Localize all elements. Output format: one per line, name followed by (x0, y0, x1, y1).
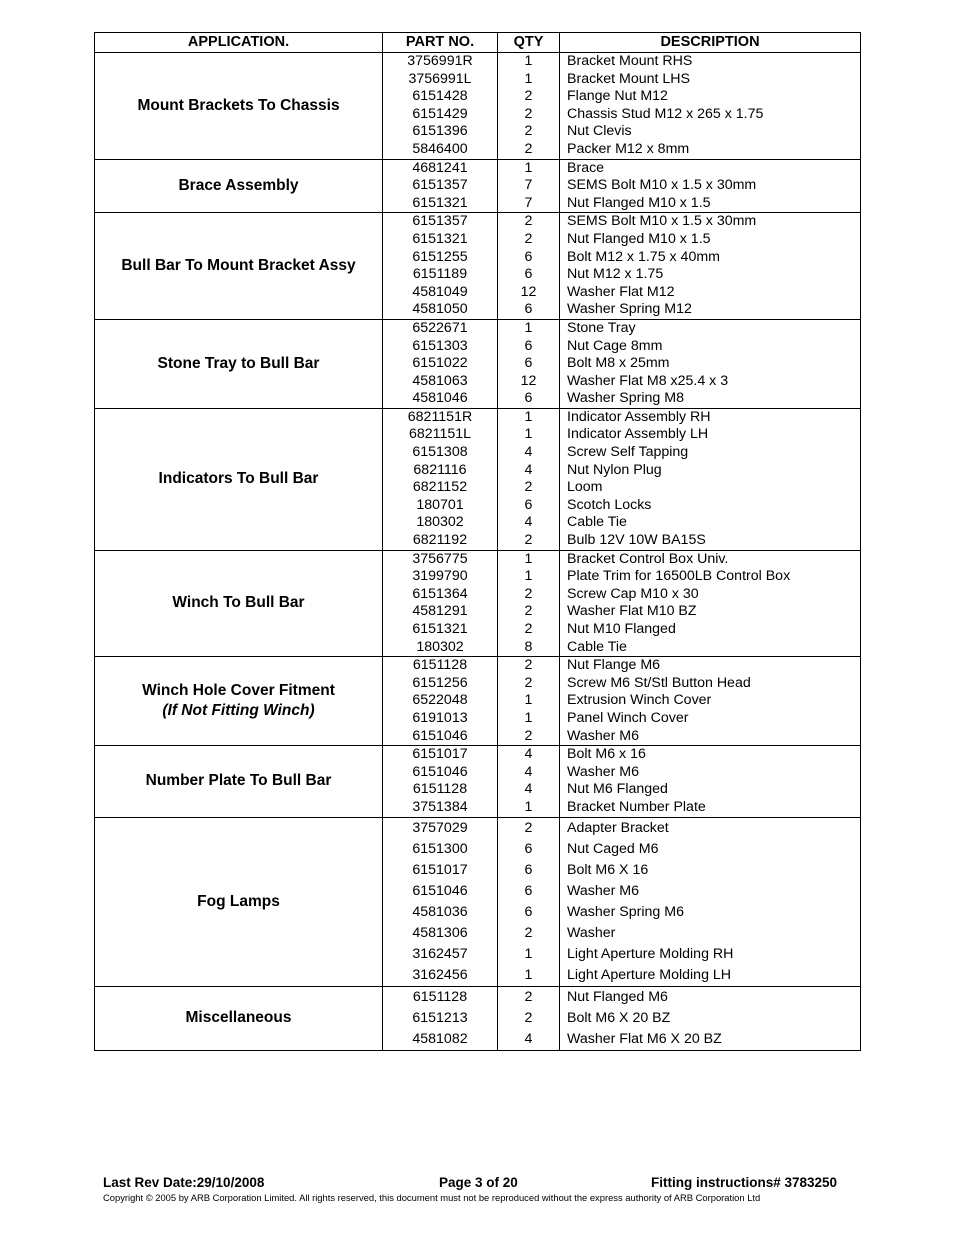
application-label: Stone Tray to Bull Bar (157, 354, 320, 372)
description: Nut M10 Flanged (567, 621, 676, 637)
quantity: 2 (524, 88, 533, 105)
part-number: 6151364 (412, 585, 468, 602)
application-label: Brace Assembly (178, 176, 299, 194)
table-row (95, 408, 861, 550)
quantity: 2 (524, 727, 533, 744)
application-cell (95, 550, 383, 657)
application-label: Winch Hole Cover Fitment (142, 682, 335, 700)
quantity: 1 (524, 426, 533, 443)
description-cell (560, 408, 861, 550)
part-number: 6151303 (412, 337, 468, 354)
part-number: 6151308 (412, 444, 468, 461)
quantity: 4 (524, 444, 533, 461)
quantity: 2 (524, 140, 533, 157)
description: Washer M6 (567, 727, 640, 744)
part-number: 4581036 (412, 903, 468, 920)
part-number: 6151321 (412, 194, 468, 211)
quantity: 7 (524, 194, 533, 211)
part-number: 6151189 (412, 266, 468, 283)
application-label: Winch To Bull Bar (172, 594, 305, 612)
description: Washer (567, 924, 616, 941)
part-number: 6151128 (412, 988, 468, 1005)
description: Cable Tie (567, 638, 627, 655)
application-sublabel: (If Not Fitting Winch) (162, 702, 315, 720)
description: Flange Nut M12 (567, 88, 668, 105)
part-number: 6151128 (412, 781, 468, 798)
part-number: 6821116 (413, 461, 467, 478)
part-number: 180302 (416, 514, 464, 531)
application-label: Number Plate To Bull Bar (145, 772, 332, 790)
quantity-cell (498, 408, 560, 550)
description: Screw M6 St/Stl Button Head (567, 674, 751, 691)
quantity: 2 (524, 657, 533, 674)
part-number-cell (383, 817, 498, 986)
description: Nut Clevis (567, 123, 632, 140)
part-number: 4581082 (412, 1030, 468, 1047)
part-number: 6522671 (412, 319, 468, 336)
description: Washer Spring M12 (567, 301, 692, 318)
quantity-cell (498, 550, 560, 657)
description: Screw Self Tapping (567, 444, 689, 461)
quantity: 7 (524, 177, 533, 194)
page-footer (103, 1175, 863, 1203)
quantity: 1 (524, 568, 533, 585)
description-cell (560, 319, 861, 408)
application-cell (95, 53, 383, 160)
part-number: 180302 (416, 638, 464, 655)
footer-info-row (103, 1175, 863, 1192)
quantity-cell (498, 817, 560, 986)
quantity: 2 (524, 532, 533, 549)
application-label: Bull Bar To Mount Bracket Assy (121, 257, 356, 275)
part-number: 6151213 (412, 1009, 468, 1026)
table-row (95, 550, 861, 657)
description: Brace (567, 159, 605, 176)
table-row (95, 986, 861, 1050)
quantity: 6 (524, 337, 533, 354)
part-number: 3162457 (412, 945, 468, 962)
application-cell (95, 986, 383, 1050)
description-cell (560, 159, 861, 213)
quantity-cell (498, 213, 560, 320)
description: Panel Winch Cover (567, 709, 689, 726)
description: Bracket Number Plate (567, 798, 706, 815)
quantity: 1 (524, 70, 533, 87)
part-number: 6151396 (412, 123, 468, 140)
part-number: 6821151L (408, 426, 472, 443)
description: Nut Flanged M10 x 1.5 (567, 194, 711, 211)
quantity: 1 (524, 319, 533, 336)
quantity: 1 (524, 692, 533, 709)
part-number: 6821192 (412, 532, 468, 549)
part-number: 3162456 (412, 966, 468, 983)
quantity: 8 (524, 638, 533, 655)
description: Screw Cap M10 x 30 (567, 585, 699, 602)
part-number-cell (383, 746, 498, 817)
table-header-row (95, 33, 861, 53)
part-number: 6151022 (412, 355, 468, 372)
part-number: 5846400 (412, 140, 468, 157)
quantity: 4 (524, 1030, 533, 1047)
application-cell (95, 408, 383, 550)
quantity: 6 (524, 840, 533, 857)
table-row (95, 746, 861, 817)
part-number: 6151046 (412, 727, 468, 744)
copyright-notice: Copyright © 2005 by ARB Corporation Limited. All rights reserved, this document must not be reproduced without the express authority of ARB Corporation Ltd (103, 1192, 761, 1203)
description: Scotch Locks (567, 496, 652, 513)
description: Bolt M6 X 16 (567, 861, 649, 878)
description: Light Aperture Molding RH (567, 945, 734, 962)
quantity: 6 (524, 248, 533, 265)
description-cell (560, 550, 861, 657)
description: Bracket Mount LHS (567, 70, 691, 87)
part-number: 4581050 (412, 301, 468, 318)
quantity: 4 (524, 461, 533, 478)
description: Nut M12 x 1.75 (567, 266, 664, 283)
description: Nut Flange M6 (567, 657, 661, 674)
quantity: 2 (524, 1009, 533, 1026)
table-row (95, 159, 861, 213)
quantity: 2 (524, 230, 533, 247)
part-number-cell (383, 986, 498, 1050)
quantity: 2 (524, 819, 533, 836)
part-number: 6821152 (412, 479, 468, 496)
description-cell (560, 986, 861, 1050)
description: Loom (567, 479, 603, 496)
part-number: 4581291 (412, 603, 468, 620)
part-number-cell (383, 53, 498, 160)
quantity: 6 (524, 861, 533, 878)
description: Nut Caged M6 (567, 840, 659, 857)
part-number: 6151256 (412, 674, 468, 691)
quantity-cell (498, 319, 560, 408)
quantity: 1 (524, 550, 533, 567)
quantity: 6 (524, 266, 533, 283)
quantity: 2 (524, 105, 533, 122)
application-label: Miscellaneous (185, 1009, 292, 1027)
description: Washer M6 (567, 763, 640, 780)
quantity: 2 (524, 924, 533, 941)
part-number: 4581049 (412, 283, 468, 300)
quantity: 6 (524, 496, 533, 513)
description: Washer Spring M8 (567, 390, 684, 407)
part-number: 6151321 (412, 621, 468, 637)
description: Washer Flat M8 x25.4 x 3 (567, 372, 729, 389)
description: Washer Flat M10 BZ (567, 603, 697, 620)
quantity: 1 (524, 945, 533, 962)
part-number: 6151429 (412, 105, 468, 122)
part-number-cell (383, 213, 498, 320)
description: Bulb 12V 10W BA15S (567, 532, 706, 549)
quantity: 4 (524, 514, 533, 531)
part-number: 4581306 (412, 924, 468, 941)
part-number: 6151017 (412, 861, 468, 878)
description: Bolt M6 x 16 (567, 746, 646, 763)
quantity: 6 (524, 301, 533, 318)
application-cell (95, 657, 383, 746)
quantity: 2 (524, 213, 533, 230)
part-number: 3757029 (412, 819, 468, 836)
header-part-no: PART NO. (383, 33, 498, 53)
quantity: 2 (524, 585, 533, 602)
quantity: 2 (524, 621, 533, 637)
last-rev-date: Last Rev Date:29/10/2008 (103, 1175, 265, 1190)
part-number: 6151357 (412, 177, 468, 194)
part-number: 6821151R (407, 408, 473, 425)
description-cell (560, 213, 861, 320)
description: Nut Flanged M10 x 1.5 (567, 230, 711, 247)
part-number: 3751384 (412, 798, 468, 815)
part-number: 4581046 (412, 390, 468, 407)
description: Bracket Control Box Univ. (567, 550, 729, 567)
quantity: 2 (524, 603, 533, 620)
description: Nut Cage 8mm (567, 337, 663, 354)
application-cell (95, 159, 383, 213)
part-number-cell (383, 550, 498, 657)
part-number: 3756991L (408, 70, 472, 87)
header-description: DESCRIPTION (560, 33, 861, 53)
description: Light Aperture Molding LH (567, 966, 732, 983)
quantity: 6 (524, 355, 533, 372)
description: Extrusion Winch Cover (567, 692, 712, 709)
description: Indicator Assembly RH (567, 408, 711, 425)
quantity: 6 (524, 903, 533, 920)
description-cell (560, 657, 861, 746)
part-number-cell (383, 319, 498, 408)
application-cell (95, 319, 383, 408)
table-row (95, 319, 861, 408)
header-application: APPLICATION. (95, 33, 383, 53)
description: SEMS Bolt M10 x 1.5 x 30mm (567, 177, 757, 194)
quantity: 6 (524, 390, 533, 407)
part-number: 6151017 (412, 746, 468, 763)
application-label: Fog Lamps (197, 892, 280, 910)
part-number: 6151046 (412, 882, 468, 899)
description: SEMS Bolt M10 x 1.5 x 30mm (567, 213, 757, 230)
quantity-cell (498, 657, 560, 746)
quantity: 12 (520, 372, 537, 389)
application-label: Mount Brackets To Chassis (137, 96, 340, 114)
part-number: 6151321 (412, 230, 468, 247)
table-row (95, 657, 861, 746)
description: Washer Flat M12 (567, 283, 675, 300)
quantity: 1 (524, 53, 533, 69)
table-row (95, 53, 861, 160)
quantity: 2 (524, 479, 533, 496)
part-number: 6151357 (412, 213, 468, 230)
quantity: 1 (524, 159, 533, 176)
description: Washer M6 (567, 882, 640, 899)
description: Bolt M8 x 25mm (567, 355, 670, 372)
quantity-cell (498, 159, 560, 213)
application-cell (95, 213, 383, 320)
application-label: Indicators To Bull Bar (158, 470, 319, 488)
page-number: Page 3 of 20 (439, 1175, 518, 1190)
part-number-cell (383, 159, 498, 213)
quantity: 6 (524, 882, 533, 899)
parts-table (94, 32, 861, 1051)
quantity: 12 (520, 283, 537, 300)
part-number-cell (383, 408, 498, 550)
quantity: 1 (524, 966, 533, 983)
quantity: 2 (524, 674, 533, 691)
fitting-instructions-number: Fitting instructions# 3783250 (651, 1175, 838, 1190)
part-number: 6191013 (412, 709, 468, 726)
part-number: 4681241 (412, 159, 468, 176)
part-number: 6151255 (412, 248, 468, 265)
application-cell (95, 746, 383, 817)
quantity: 4 (524, 763, 533, 780)
description-cell (560, 53, 861, 160)
quantity: 1 (524, 798, 533, 815)
description: Chassis Stud M12 x 265 x 1.75 (567, 105, 764, 122)
quantity-cell (498, 53, 560, 160)
description: Nut Nylon Plug (567, 461, 662, 478)
description-cell (560, 817, 861, 986)
description: Adapter Bracket (567, 819, 669, 836)
description: Stone Tray (567, 319, 636, 336)
description: Bolt M12 x 1.75 x 40mm (567, 248, 720, 265)
part-number: 3199790 (412, 568, 468, 585)
description: Nut M6 Flanged (567, 781, 668, 798)
description: Washer Flat M6 X 20 BZ (567, 1030, 722, 1047)
quantity: 4 (524, 781, 533, 798)
part-number: 6151046 (412, 763, 468, 780)
quantity-cell (498, 746, 560, 817)
description: Packer M12 x 8mm (567, 140, 690, 157)
description: Bracket Mount RHS (567, 53, 693, 69)
quantity: 2 (524, 988, 533, 1005)
description: Plate Trim for 16500LB Control Box (567, 568, 791, 585)
part-number: 6151428 (412, 88, 468, 105)
quantity: 2 (524, 123, 533, 140)
table-row (95, 213, 861, 320)
quantity-cell (498, 986, 560, 1050)
description: Nut Flanged M6 (567, 988, 668, 1005)
table-row (95, 817, 861, 986)
part-number: 4581063 (412, 372, 468, 389)
part-number: 6151128 (412, 657, 468, 674)
quantity: 4 (524, 746, 533, 763)
part-number: 3756991R (407, 53, 473, 69)
part-number-cell (383, 657, 498, 746)
description-cell (560, 746, 861, 817)
part-number: 3756775 (412, 550, 468, 567)
header-qty: QTY (498, 33, 560, 53)
description: Bolt M6 X 20 BZ (567, 1009, 671, 1026)
part-number: 6522048 (412, 692, 468, 709)
quantity: 1 (524, 709, 533, 726)
part-number: 6151300 (412, 840, 468, 857)
description: Washer Spring M6 (567, 903, 684, 920)
part-number: 180701 (416, 496, 464, 513)
table-body (95, 53, 861, 1051)
description: Indicator Assembly LH (567, 426, 709, 443)
quantity: 1 (524, 408, 533, 425)
application-cell (95, 817, 383, 986)
description: Cable Tie (567, 514, 627, 531)
